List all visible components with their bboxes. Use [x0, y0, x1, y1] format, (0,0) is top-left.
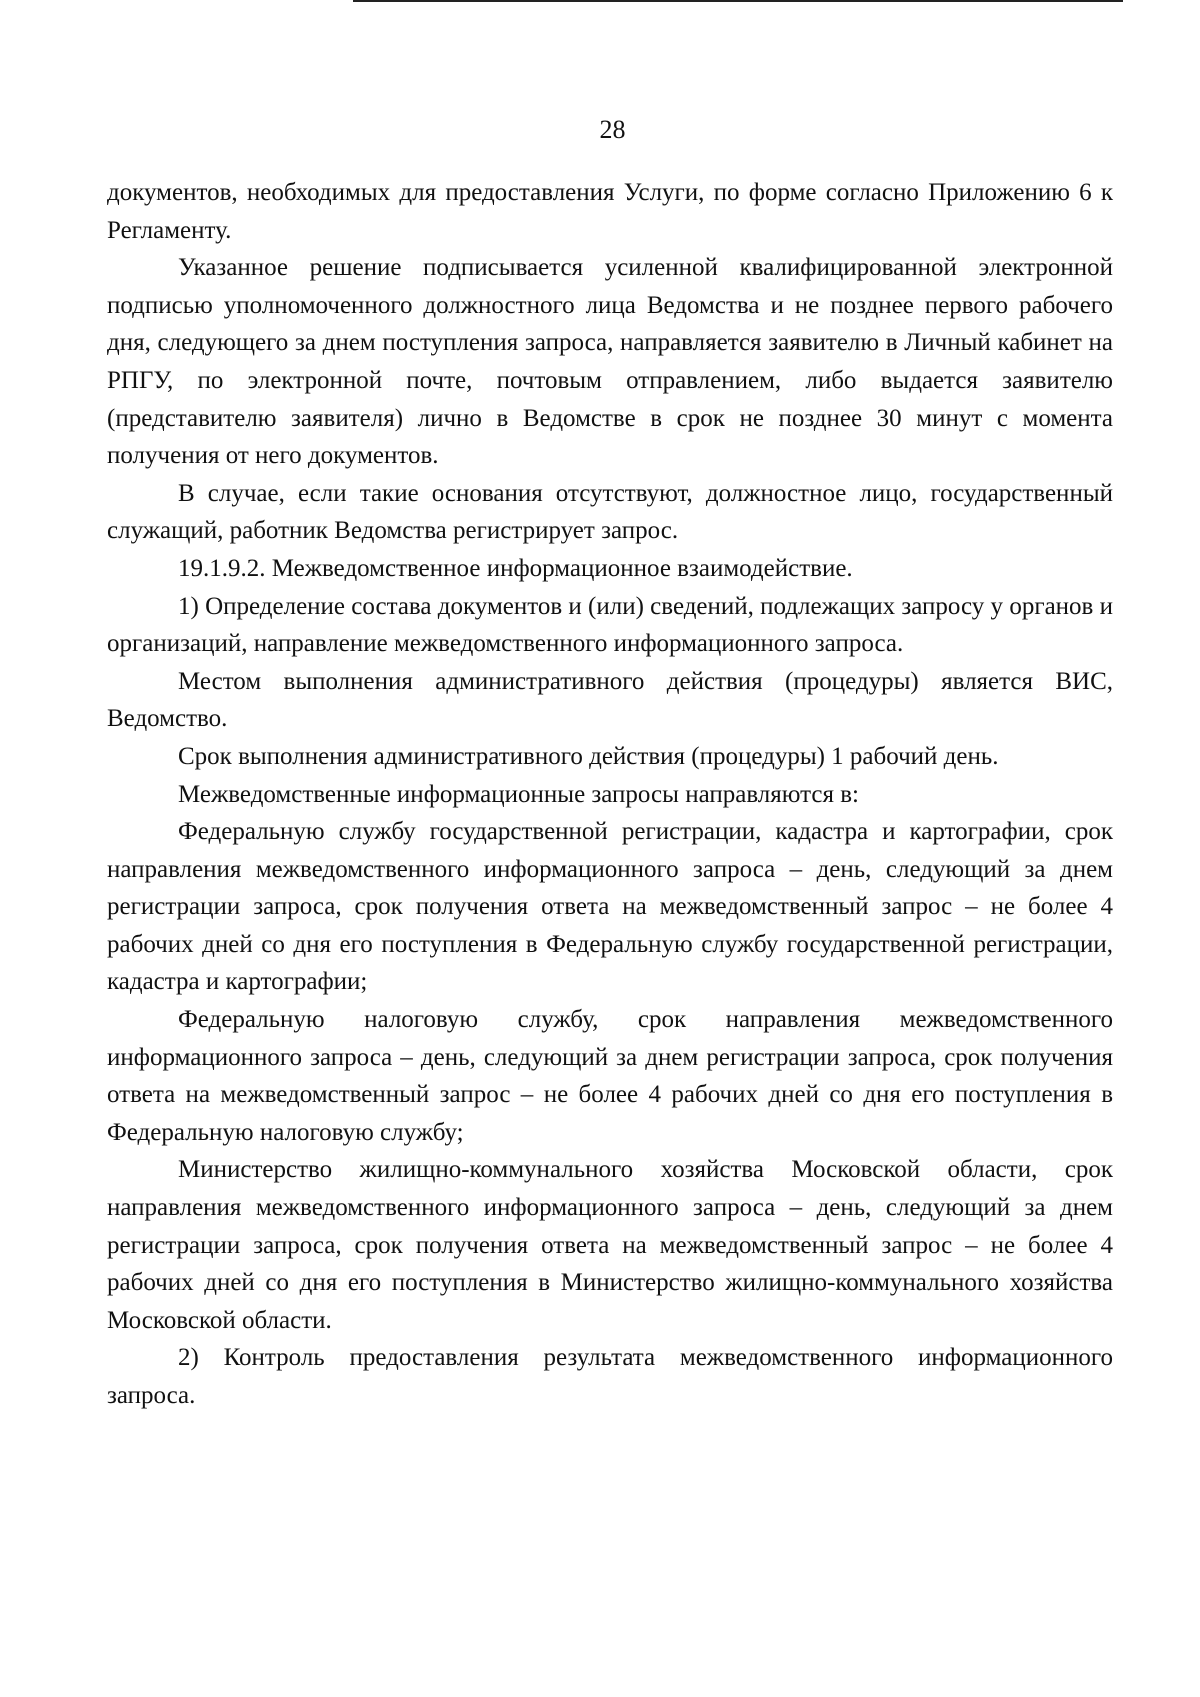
paragraph: Федеральную службу государственной регистрации, кадастра и картографии, срок направления межведомственного информационного запроса – день, следующий за днем регистрации запроса, срок получения ответа на межведомственный запрос – не более 4 рабочих дней со дня его поступления в Федеральную службу государственной регистрации, кадастра и картографии; [107, 818, 1113, 996]
paragraph: 2) Контроль предоставления результата межведомственного информационного запроса. [107, 1344, 1113, 1409]
paragraph: Местом выполнения административного действия (процедуры) является ВИС, Ведомство. [107, 667, 1113, 733]
paragraph: Межведомственные информационные запросы направляются в: [178, 780, 859, 808]
page-number: 28 [599, 115, 626, 144]
document-body [107, 174, 1113, 1415]
section-heading: 19.1.9.2. Межведомственное информационное взаимодействие. [178, 554, 853, 582]
paragraph: В случае, если такие основания отсутствуют, должностное лицо, государственный служащий, работник Ведомства регистрирует запрос. [107, 479, 1113, 545]
paragraph: 1) Определение состава документов и (или) сведений, подлежащих запросу у органов и организаций, направление межведомственного информационного запроса. [107, 592, 1113, 658]
top-edge-line [603, 0, 1123, 2]
paragraph: Федеральную налоговую службу, срок направления межведомственного информационного запроса – день, следующий за днем регистрации запроса, срок получения ответа на межведомственный запрос – не более 4 рабочих дней со дня его поступления в Федеральную налоговую службу; [107, 1006, 1113, 1146]
paragraph: документов, необходимых для предоставления Услуги, по форме согласно Приложению 6 к Регламенту. [107, 179, 1113, 244]
paragraph: Министерство жилищно-коммунального хозяйства Московской области, срок направления межведомственного информационного запроса – день, следующий за днем регистрации запроса, срок получения ответа на межведомственный запрос – не более 4 рабочих дней со дня его поступления в Министерство жилищно-коммунального хозяйства Московской области. [107, 1156, 1113, 1334]
paragraph: Срок выполнения административного действия (процедуры) 1 рабочий день. [178, 742, 999, 770]
paragraph: Указанное решение подписывается усиленной квалифицированной электронной подписью уполномоченного должностного лица Ведомства и не позднее первого рабочего дня, следующего за днем поступления запроса, направляется заявителю в Личный кабинет на РПГУ, по электронной почте, почтовым отправлением, либо выдается заявителю (представителю заявителя) лично в Ведомстве в срок не позднее 30 минут с момента получения от него документов. [107, 254, 1113, 470]
